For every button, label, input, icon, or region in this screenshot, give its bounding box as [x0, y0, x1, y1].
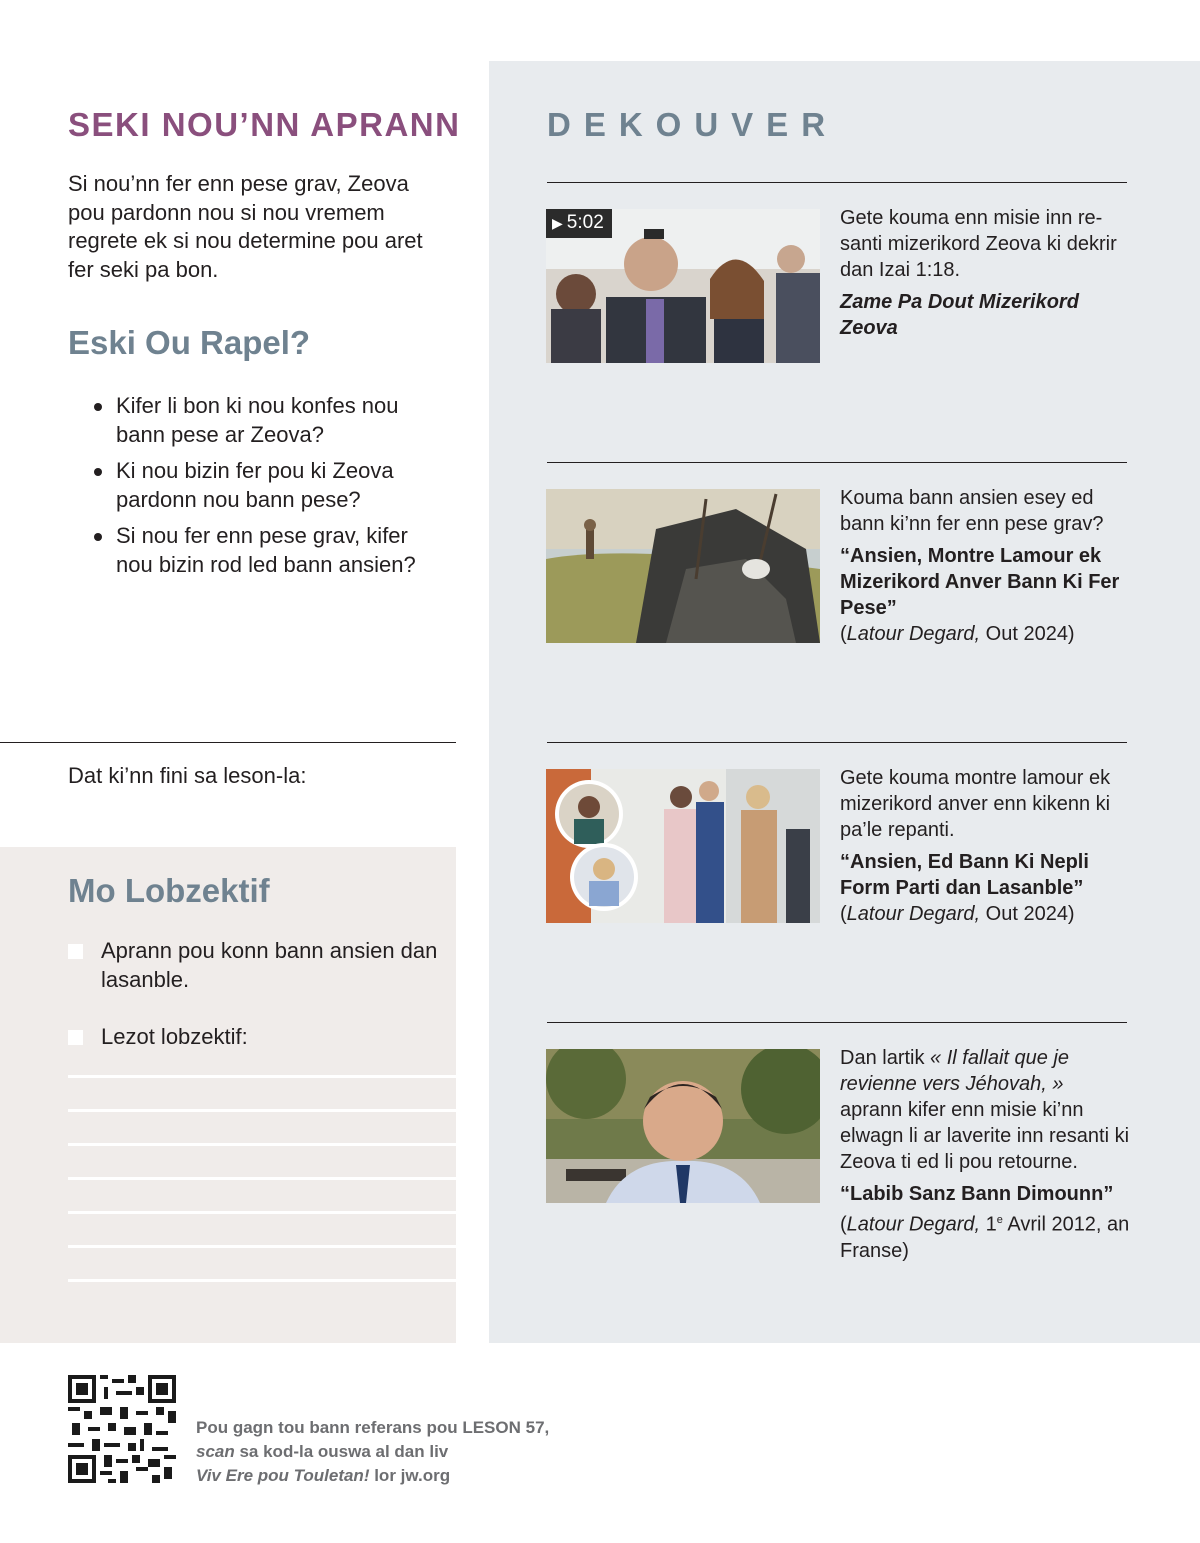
- footer-line: Pou gagn tou bann referans pou LESON 57,: [196, 1418, 550, 1437]
- entry-source: (Latour Degard, Out 2024): [840, 903, 1075, 925]
- completion-date-label: Dat ki’nn fini sa leson-la:: [68, 763, 307, 788]
- discover-entry: [840, 765, 1130, 927]
- objective-item: [68, 937, 438, 994]
- write-line[interactable]: [68, 1143, 456, 1146]
- entry-description: Kouma bann ansien esey ed bann ki’nn fer enn pese grav?: [840, 487, 1104, 535]
- entry-title-link[interactable]: “Ansien, Montre Lamour ek Mizerikord Anver Bann Ki Fer Pese”: [840, 545, 1120, 619]
- play-icon: ▶: [552, 215, 563, 231]
- footer-note: [196, 1416, 616, 1488]
- article-image[interactable]: [546, 489, 820, 643]
- article-image[interactable]: [546, 1049, 820, 1203]
- objective-label: Aprann pou konn bann ansien dan lasanble.: [101, 938, 438, 992]
- discover-heading: DEKOUVER: [547, 106, 839, 143]
- divider: [547, 182, 1127, 183]
- entry-description: Gete kouma montre lamour ek mizerikord anver enn kikenn ki pa’le repanti.: [840, 767, 1111, 841]
- write-line[interactable]: [68, 1245, 456, 1248]
- divider: [547, 462, 1127, 463]
- congregation-greeting-image: [546, 769, 820, 923]
- lesson-summary: Si nou’nn fer enn pese grav, Zeova pou pardonn nou si nou vremem regrete ek si nou determine pou aret fer seki pa bon.: [68, 171, 423, 282]
- write-line[interactable]: [68, 1109, 456, 1112]
- entry-title-link[interactable]: “Labib Sanz Bann Dimounn”: [840, 1183, 1114, 1205]
- entry-source: (Latour Degard, Out 2024): [840, 623, 1075, 645]
- objective-label: Lezot lobzektif:: [101, 1024, 248, 1049]
- man-portrait-image: [546, 1049, 820, 1203]
- entry-description: Dan lartik « Il fallait que je revienne vers Jéhovah, » aprann kifer enn misie ki’nn elwagn li ar laverite inn resanti ki Zeova ti ed li pou retourne.: [840, 1047, 1130, 1173]
- bullet-icon: [94, 403, 102, 411]
- recall-question: Si nou fer enn pese grav, kifer nou bizin rod led bann ansien?: [90, 522, 450, 579]
- footer-line: scan sa kod-la ouswa al dan liv: [196, 1442, 449, 1461]
- write-line[interactable]: [68, 1211, 456, 1214]
- video-duration-badge: ▶ 5:02: [546, 209, 612, 238]
- recall-question: Ki nou bizin fer pou ki Zeova pardonn nou bann pese?: [90, 457, 450, 514]
- checkbox[interactable]: [68, 1030, 83, 1045]
- write-line[interactable]: [68, 1075, 456, 1078]
- bullet-icon: [94, 468, 102, 476]
- video-thumbnail[interactable]: [546, 209, 820, 363]
- discover-entry: [840, 205, 1130, 341]
- write-line[interactable]: [68, 1279, 456, 1282]
- divider: [547, 742, 1127, 743]
- entry-title-link[interactable]: “Ansien, Ed Bann Ki Nepli Form Parti dan Lasanble”: [840, 851, 1089, 899]
- write-line[interactable]: [68, 1177, 456, 1180]
- checkbox[interactable]: [68, 944, 83, 959]
- objective-heading: Mo Lobzektif: [68, 872, 270, 909]
- objective-item: [68, 1023, 438, 1052]
- entry-source: (Latour Degard, 1e Avril 2012, an Franse): [840, 1213, 1130, 1262]
- entry-title-link[interactable]: Zame Pa Dout Mizerikord Zeova: [840, 291, 1079, 339]
- recall-heading: Eski Ou Rapel?: [68, 324, 311, 361]
- discover-entry: [840, 485, 1130, 647]
- entry-description: Gete kouma enn misie inn re-santi mizerikord Zeova ki dekrir dan Izai 1:18.: [840, 207, 1117, 281]
- divider: [0, 742, 456, 743]
- objective-box: [0, 847, 456, 1343]
- divider: [547, 1022, 1127, 1023]
- recall-questions: [90, 392, 450, 587]
- footer-line: Viv Ere pou Touletan! lor jw.org: [196, 1466, 451, 1485]
- learned-heading: SEKI NOU’NN APRANN: [68, 106, 461, 143]
- qr-code-icon[interactable]: [68, 1375, 176, 1483]
- shepherd-painting-image: [546, 489, 820, 643]
- bullet-icon: [94, 533, 102, 541]
- article-image[interactable]: [546, 769, 820, 923]
- recall-question: Kifer li bon ki nou konfes nou bann pese ar Zeova?: [90, 392, 450, 449]
- discover-entry: [840, 1045, 1130, 1264]
